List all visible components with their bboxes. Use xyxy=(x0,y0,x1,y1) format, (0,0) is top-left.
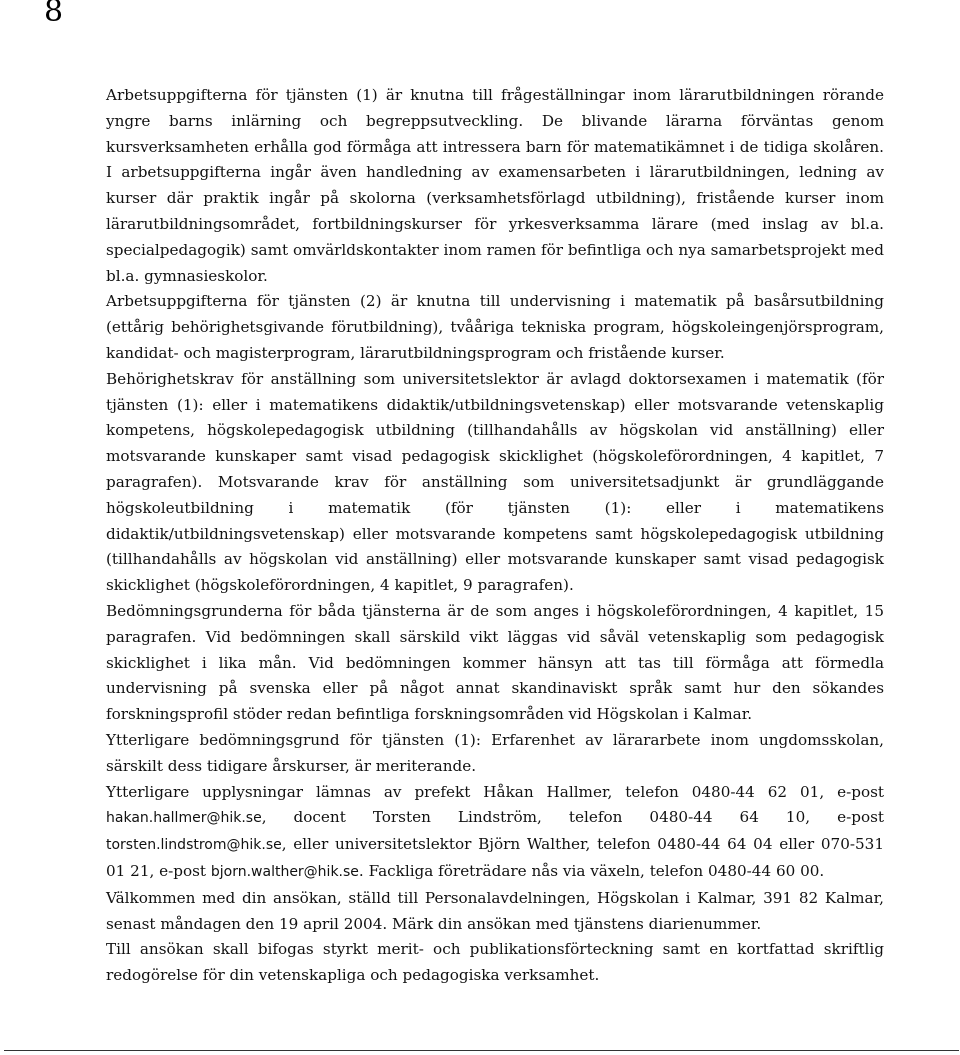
paragraph-additional-criterion: Ytterligare bedömningsgrund för tjänsten (1): Erfarenhet av lärararbete inom ungdomsskolan, särskilt dess tidigare årskurser, är meriterande. xyxy=(106,730,884,775)
paragraph-assessment: Bedömningsgrunderna för båda tjänsterna är de som anges i högskoleförordningen, 4 kapitlet, 15 paragrafen. Vid bedömningen skall särskild vikt läggas vid såväl vetenskaplig som pedagogisk skicklighet i lika mån. Vid bedömningen kommer hänsyn att tas till förmåga att förmedla undervisning på svenska eller på något annat skandinaviskt språk samt hur den sökandes forskningsprofil stöder redan befintliga forskningsområden vid Högskolan i Kalmar. xyxy=(106,601,884,724)
contact-text-3: , eller universitetslektor Björn Walther, telefon 0480-44 64 04 eller 070-531 01 21, e-post xyxy=(106,835,884,880)
email-hallmer[interactable]: hakan.hallmer@hik.se xyxy=(106,810,262,827)
paragraph-contact xyxy=(106,780,884,886)
page-number: 8 xyxy=(44,0,64,29)
paragraph-attachments: Till ansökan skall bifogas styrkt merit- och publikationsförteckning samt en kortfattad skriftlig redogörelse för din vetenskapliga och pedagogiska verksamhet. xyxy=(106,940,884,985)
paragraph-welcome: Välkommen med din ansökan, ställd till Personalavdelningen, Högskolan i Kalmar, 391 82 Kalmar, senast måndagen den 19 april 2004. Märk din ansökan med tjänstens diarienummer. xyxy=(106,888,884,933)
contact-text-1: Ytterligare upplysningar lämnas av prefekt Håkan Hallmer, telefon 0480-44 62 01, e-post xyxy=(106,782,884,801)
contact-text-2: , docent Torsten Lindström, telefon 0480-44 64 10, e-post xyxy=(261,808,884,827)
contact-text-4: . Fackliga företrädare nås via växeln, telefon 0480-44 60 00. xyxy=(358,861,825,880)
paragraph-duties-1: Arbetsuppgifterna för tjänsten (1) är knutna till frågeställningar inom lärarutbildningen rörande yngre barns inlärning och begreppsutveckling. De blivande lärarna förväntas genom kursverksamheten erhålla god förmåga att intressera barn för matematikämnet i de tidiga skolåren. I arbetsuppgifterna ingår även handledning av examensarbeten i lärarutbildningen, ledning av kurser där praktik ingår på skolorna (verksamhetsförlagd utbildning), fristående kurser inom lärarutbildningsområdet, fortbildningskurser för yrkesverksamma lärare (med inslag av bl.a. specialpedagogik) samt omvärldskontakter inom ramen för befintliga och nya samarbetsprojekt med bl.a. gymnasieskolor. xyxy=(106,86,884,285)
bottom-rule xyxy=(4,1050,959,1051)
email-walther[interactable]: bjorn.walther@hik.se xyxy=(210,863,359,880)
paragraph-duties-2: Arbetsuppgifterna för tjänsten (2) är knutna till undervisning i matematik på basårsutbildning (ettårig behörighetsgivande förutbildning), tvååriga tekniska program, högskoleingenjörsprogram, kandidat- och magisterprogram, lärarutbildningsprogram och fristående kurser. xyxy=(106,292,884,362)
paragraph-requirements: Behörighetskrav för anställning som universitetslektor är avlagd doktorsexamen i matematik (för tjänsten (1): eller i matematikens didaktik/utbildningsvetenskap) eller motsvarande vetenskaplig kompetens, högskolepedagogisk utbildning (tillhandahålls av högskolan vid anställning) eller motsvarande kunskaper samt visad pedagogisk skicklighet (högskoleförordningen, 4 kapitlet, 7 paragrafen). Motsvarande krav för anställning som universitetsadjunkt är grundläggande högskoleutbildning i matematik (för tjänsten (1): eller i matematikens didaktik/utbildningsvetenskap) eller motsvarande kompetens samt högskolepedagogisk utbildning (tillhandahålls av högskolan vid anställning) eller motsvarande kunskaper samt visad pedagogisk skicklighet (högskoleförordningen, 4 kapitlet, 9 paragrafen). xyxy=(106,369,884,595)
document-body xyxy=(106,83,884,989)
email-lindstrom[interactable]: torsten.lindstrom@hik.se xyxy=(106,837,282,854)
